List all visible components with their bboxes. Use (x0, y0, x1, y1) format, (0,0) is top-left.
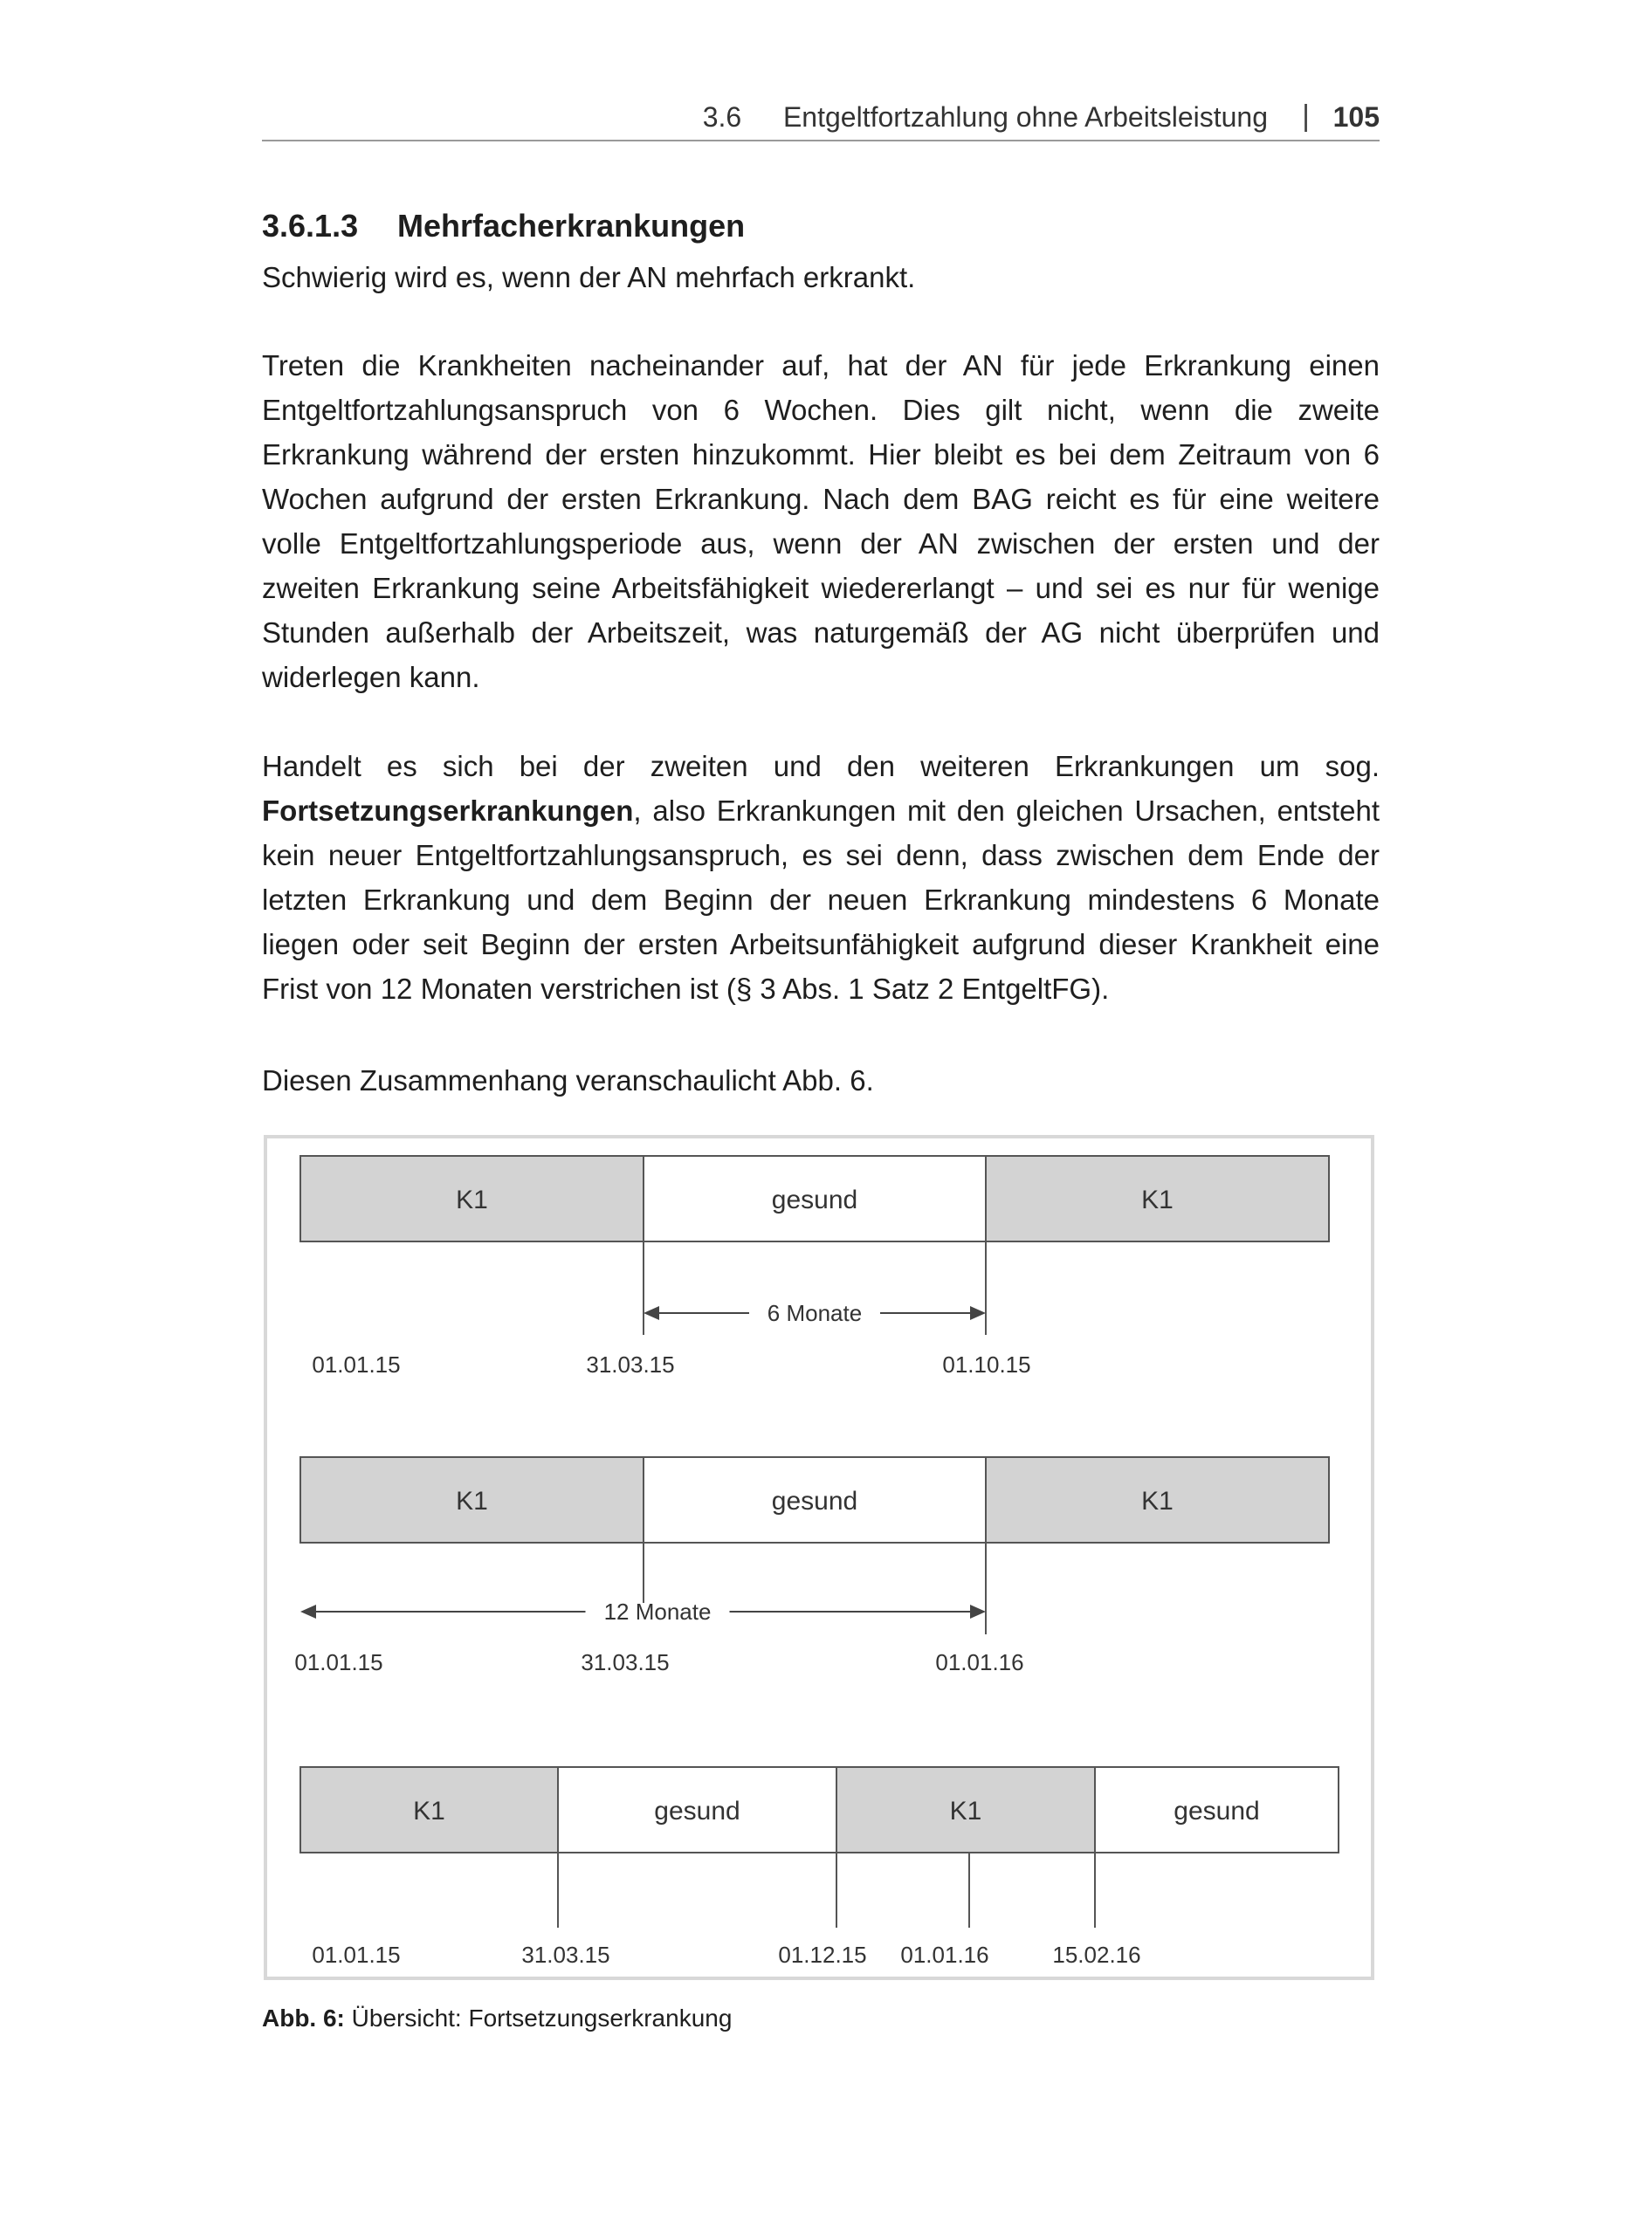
subsection-heading (262, 208, 745, 244)
timeline-3-segment-1-label: K1 (413, 1797, 445, 1826)
subsection-title: Mehrfacherkrankungen (397, 208, 746, 244)
p3-text-before: Handelt es sich bei der zweiten und den weiteren Erkrankungen um sog. (262, 750, 1380, 782)
timeline-2-date-2: 31.03.15 (581, 1649, 670, 1675)
timeline-1-segment-3-label: K1 (1141, 1186, 1174, 1214)
running-header-title (703, 101, 1268, 134)
timeline-3-date-4: 01.01.16 (900, 1942, 989, 1968)
timeline-1-span-label: 6 Monate (767, 1300, 863, 1326)
timeline-3-segment-2-label: gesund (654, 1797, 740, 1826)
timeline-2-date-1: 01.01.15 (294, 1649, 383, 1675)
timeline-1-span-arrow-left-head (644, 1306, 659, 1320)
timeline-1-date-3: 01.10.15 (942, 1351, 1031, 1378)
timeline-2-segment-3-label: K1 (1141, 1487, 1174, 1516)
timeline-1-segment-2-label: gesund (771, 1186, 858, 1214)
timeline-1-segment-1-label: K1 (456, 1186, 488, 1214)
caption-text: Übersicht: Fortsetzungserkrankung (351, 2005, 733, 2032)
header-separator: | (1302, 100, 1310, 133)
header-section-title: Entgeltfortzahlung ohne Arbeitsleistung (782, 101, 1268, 133)
paragraph-intro: Schwierig wird es, wenn der AN mehrfach erkrankt. (262, 261, 916, 293)
timeline-2-date-3: 01.01.16 (935, 1649, 1024, 1675)
timeline-2-span-arrow-left-head (300, 1605, 316, 1619)
timeline-2-span-label: 12 Monate (603, 1599, 712, 1625)
timeline-1-date-1: 01.01.15 (312, 1351, 401, 1378)
paragraph-figure-reference: Diesen Zusammenhang veranschaulicht Abb. 6. (262, 1064, 874, 1097)
timeline-2-segment-2-label: gesund (771, 1487, 858, 1516)
timeline-2-segment-1-label: K1 (456, 1487, 488, 1516)
running-header (262, 96, 1380, 141)
timeline-2-span-arrow-right-head (970, 1605, 986, 1619)
figure-caption (262, 2005, 732, 2032)
timeline-3-date-1: 01.01.15 (312, 1942, 401, 1968)
figure-timeline-diagram (264, 1135, 1374, 1980)
subsection-number: 3.6.1.3 (262, 208, 359, 244)
timeline-3-segment-4-label: gesund (1174, 1797, 1260, 1826)
paragraph-continuation-illness (262, 744, 1380, 1011)
p3-bold-term: Fortsetzungserkrankungen (262, 794, 634, 827)
page-number: 105 (1332, 101, 1380, 133)
timeline-3-date-2: 31.03.15 (521, 1942, 610, 1968)
header-section-number: 3.6 (702, 101, 742, 133)
p3-text-after: , also Erkrankungen mit den gleichen Ursachen, entsteht kein neuer Entgeltfortzahlungsanspruch, es sei denn, dass zwischen dem Ende der letzten Erkrankung und dem Beginn der neuen Erkrankung mindestens 6 Monate liegen oder seit Beginn der ersten Arbeitsunfähigkeit aufgrund dieser Krankheit eine Frist von 12 Monaten verstrichen ist (§ 3 Abs. 1 Satz 2 EntgeltFG). (262, 794, 1380, 1005)
timeline-3-segment-3-label: K1 (949, 1797, 982, 1826)
timeline-diagram-svg (267, 1138, 1371, 1977)
paragraph-successive-illness: Treten die Krankheiten nacheinander auf, hat der AN für jede Erkrankung einen Entgeltfortzahlungsanspruch von 6 Wochen. Dies gilt nicht, wenn die zweite Erkrankung während der ersten hinzukommt. Hier bleibt es bei dem Zeitraum von 6 Wochen aufgrund der ersten Erkrankung. Nach dem BAG reicht es für eine weitere volle Entgeltfortzahlungsperiode aus, wenn der AN zwischen der ersten und der zweiten Erkrankung seine Arbeitsfähigkeit wiedererlangt – und sei es nur für wenige Stunden außerhalb der Arbeitszeit, was naturgemäß der AG nicht überprüfen und widerlegen kann. (262, 349, 1380, 693)
timeline-3-date-5: 15.02.16 (1052, 1942, 1141, 1968)
timeline-1-span-arrow-right-head (970, 1306, 986, 1320)
caption-label: Abb. 6: (262, 2005, 345, 2032)
timeline-1-date-2: 31.03.15 (586, 1351, 675, 1378)
timeline-3-date-3: 01.12.15 (778, 1942, 867, 1968)
